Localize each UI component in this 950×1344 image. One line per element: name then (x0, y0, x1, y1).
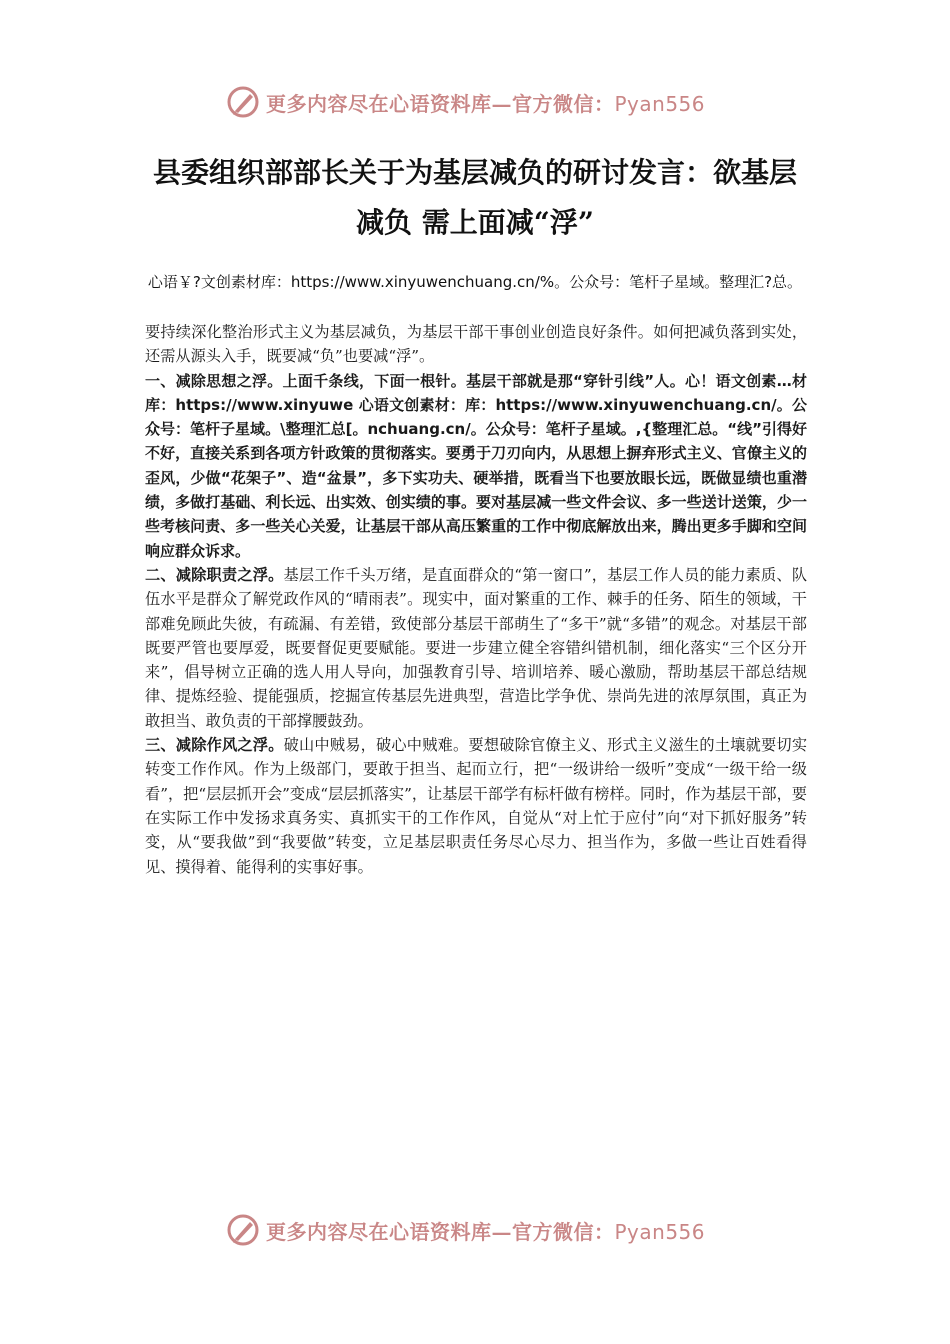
source-notice: 心语￥?文创素材库：https://www.xinyuwenchuang.cn/%。公众号：笔杆子星域。整理汇?总。 (147, 273, 803, 291)
section-1-body: 上面千条线，下面一根针。基层干部就是那“穿针引线”人。心！语文创素…材库：https://www.xinyuwe 心语文创素材：库：https://www.xinyuwenchuang.cn/。公众号：笔杆子星域。\整理汇总[。nchuang.cn/。公众号：笔杆子星域。,{整理汇总。“线”引得好不好，直接关系到各项方针政策的贯彻落实。要勇于刀刃向内，从思想上摒弃形式主义、官僚主义的歪风，少做“花架子”、造“盆景”，多下实功夫、硬举措，既看当下也要放眼长远，既做显绩也重潜绩，多做打基础、利长远、出实效、创实绩的事。要对基层减一些文件会议、多一些送计送策，少一些考核问责、多一些关心关爱，让基层干部从高压繁重的工作中彻底解放出来，腾出更多手脚和空间响应群众诉求。 (145, 371, 807, 560)
section-1 (145, 369, 807, 563)
section-3-body: 破山中贼易，破心中贼难。要想破除官僚主义、形式主义滋生的土壤就要切实转变工作作风。作为上级部门，要敢于担当、起而立行，把“一级讲给一级听”变成“一级干给一级看”，把“层层抓开会”变成“层层抓落实”，让基层干部学有标杆做有榜样。同时，作为基层干部，要在实际工作中发扬求真务实、真抓实干的工作作风，自觉从“对上忙于应付”向“对下抓好服务”转变，从“要我做”到“我要做”转变，立足基层职责任务尽心尽力、担当作为，多做一些让百姓看得见、摸得着、能得利的实事好事。 (145, 736, 808, 876)
document-title: 县委组织部部长关于为基层减负的研讨发言：欲基层减负 需上面减“浮” (152, 156, 797, 239)
pen-logo-icon (226, 85, 260, 119)
watermark-text: 更多内容尽在心语资料库—官方微信：Pyan556 (266, 1219, 706, 1244)
pen-logo-icon (226, 1213, 260, 1247)
header-watermark (226, 82, 726, 122)
footer-watermark (226, 1210, 726, 1250)
section-3 (145, 733, 807, 879)
section-3-heading: 三、减除作风之浮。 (145, 736, 284, 755)
intro-paragraph: 要持续深化整治形式主义为基层减负，为基层干部干事创业创造良好条件。如何把减负落到实处，还需从源头入手，既要减“负”也要减“浮”。 (145, 323, 807, 366)
section-2 (145, 563, 807, 733)
watermark-text: 更多内容尽在心语资料库—官方微信：Pyan556 (266, 91, 706, 116)
document-body (145, 320, 807, 879)
section-2-heading: 二、减除职责之浮。 (145, 565, 284, 584)
section-1-heading: 一、减除思想之浮。 (145, 371, 283, 390)
section-2-body: 基层工作千头万绪，是直面群众的“第一窗口”，基层工作人员的能力素质、队伍水平是群众了解党政作风的“晴雨表”。现实中，面对繁重的工作、棘手的任务、陌生的领域，干部难免顾此失彼，有疏漏、有差错，致使部分基层干部萌生了“多干”就“多错”的观念。对基层干部既要严管也要厚爱，既要督促更要赋能。要进一步建立健全容错纠错机制，细化落实“三个区分开来”，倡导树立正确的选人用人导向，加强教育引导、培训培养、暖心激励，帮助基层干部总结规律、提炼经验、提能强质，挖掘宣传基层先进典型，营造比学争优、崇尚先进的浓厚氛围，真正为敢担当、敢负责的干部撑腰鼓劲。 (145, 565, 808, 730)
